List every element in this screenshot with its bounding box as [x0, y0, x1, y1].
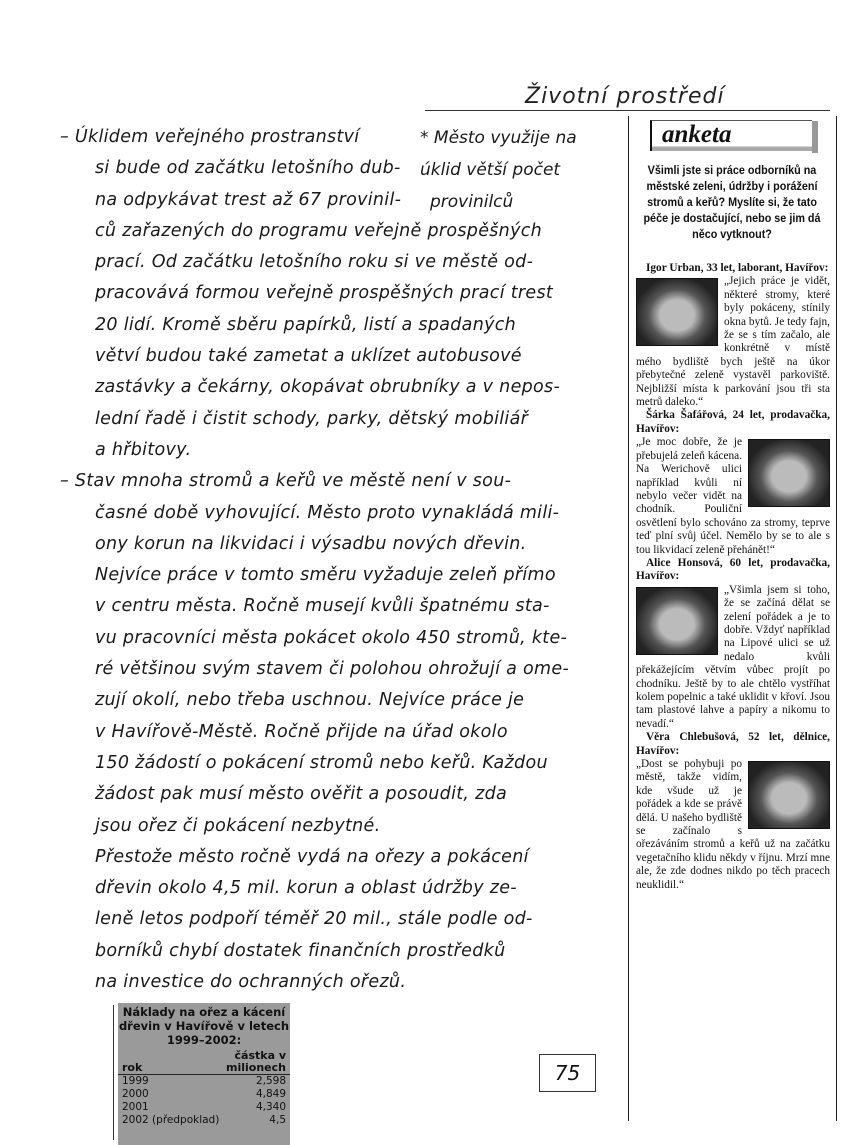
handwritten-line: časné době vyhovující. Město proto vynakládá mili-: [95, 502, 560, 523]
handwritten-line: na odpykávat trest až 67 provinil-: [95, 189, 402, 210]
amount: 2,598: [255, 1075, 286, 1087]
respondent-answer: „Je moc dobře, že je přebujelá zeleň kácena. Na Werichově ulici například kvůli ní nebylo večer vidět na chodník. Pouliční osvětlení bylo schováno za stromy, teprve teď plní svůj účel. Nemělo by se to ale s tou likvidací zeleně přehánět!“: [636, 436, 830, 556]
handwritten-line: ců zařazených do programu veřejně prospěšných: [95, 220, 543, 241]
respondent-answer: „Jejich práce je vidět, některé stromy, které byly pokáceny, stínily okna bytů. Je tedy fajn, že se s tím začalo, ale konkrétně v místě mého bydliště bych ještě na úkor přebytečné zeleně vystavěl parkoviště. Nejbližší místa k parkování jsou tři sta metrů daleko.“: [636, 275, 830, 409]
table-row: [118, 1114, 290, 1127]
respondent-name: Igor Urban, 33 let, laborant, Havířov:: [646, 262, 829, 274]
handwritten-line: dřevin okolo 4,5 mil. korun a oblast údržby ze-: [95, 878, 517, 899]
respondent-answer: „Dost se pohybuji po městě, takže vidím, kde všude už je pořádek a kde se právě dělá. U našeho bydliště se začínalo s ořezáváním stromů a keřů už na začátku vegetačního klidu někdy v říjnu. Mrzí mne ale, že zde dodnes nikdo po těch pracech neuklidil.“: [636, 758, 830, 891]
handwritten-line: vu pracovníci města pokácet okolo 450 stromů, kte-: [95, 627, 568, 648]
year: 2001: [122, 1101, 149, 1113]
handwritten-line: v centru města. Ročně musejí kvůli špatnému sta-: [95, 596, 550, 617]
table-row: [118, 1088, 290, 1101]
anketa-title: anketa: [650, 120, 812, 151]
respondent-name: Šárka Šafářová, 24 let, prodavačka, Havířov:: [636, 409, 830, 435]
header-rule: [425, 110, 830, 111]
handwritten-line: 20 lidí. Kromě sběru papírků, listí a spadaných: [95, 314, 517, 335]
year: 2000: [122, 1088, 149, 1100]
note-line: * Město využije na: [420, 128, 577, 148]
year: 2002 (předpoklad): [122, 1114, 220, 1126]
table-row: [118, 1075, 290, 1088]
respondent-photo: [636, 278, 718, 346]
handwritten-line: a hřbitovy.: [95, 439, 192, 460]
handwritten-line: žádost pak musí město ověřit a posoudit, zda: [95, 784, 508, 805]
handwritten-line: ony korun na likvidaci i výsadbu nových dřevin.: [95, 533, 527, 554]
respondent-name: Alice Honsová, 60 let, prodavačka, Havířov:: [636, 556, 830, 583]
handwritten-line: v Havířově-Městě. Ročně přijde na úřad okolo: [95, 721, 508, 742]
handwritten-line: na investice do ochranných ořezů.: [95, 972, 407, 993]
anketa-question: Všimli jste si práce odborníků na městské zeleni, údržby i porážení stromů a keřů? Myslíte si, že tato péče je dostačující, nebo se jim dá něco vytknout?: [643, 163, 821, 241]
handwritten-line: ré většinou svým stavem či polohou ohrožují a ome-: [95, 659, 570, 680]
year: 1999: [122, 1075, 149, 1087]
handwritten-line: leně letos podpoří téměř 20 mil., stále podle od-: [95, 909, 533, 930]
handwritten-line: prací. Od začátku letošního roku si ve městě od-: [95, 252, 534, 273]
page-number: 75: [539, 1054, 596, 1092]
handwritten-line: lední řadě i čistit schody, parky, dětský mobiliář: [95, 408, 529, 429]
handwritten-line: borníků chybí dostatek finančních prostředků: [95, 940, 506, 961]
handwritten-line: si bude od začátku letošního dub-: [95, 158, 401, 179]
handwritten-line: větví budou také zametat a uklízet autobusové: [95, 346, 522, 367]
amount: 4,340: [255, 1101, 286, 1113]
respondent-photo: [748, 439, 830, 507]
amount: 4,849: [255, 1088, 286, 1100]
note-line: úklid větší počet: [420, 160, 561, 180]
amount: 4,5: [269, 1114, 286, 1126]
handwritten-line: zastávky a čekárny, okopávat obrubníky a v nepos-: [95, 377, 561, 398]
handwritten-line: pracovává formou veřejně prospěšných prací trest: [95, 283, 554, 304]
note-line: provinilců: [430, 192, 514, 212]
respondent-photo: [748, 761, 830, 829]
cost-table-header: [118, 1047, 290, 1075]
handwritten-line: – Stav mnoha stromů a keřů ve městě není v sou-: [60, 471, 512, 492]
anketa-responses: [636, 262, 830, 892]
handwritten-line: 150 žádostí o pokácení stromů nebo keřů. Každou: [95, 752, 548, 773]
cost-table: [118, 1003, 290, 1145]
cost-table-title: Náklady na ořez a kácení dřevin v Havířově v letech 1999–2002:: [118, 1005, 290, 1047]
respondent-answer: „Všimla jsem si toho, že se začíná dělat se zelení pořádek a je to dobře. Vždyť například na Lipové ulici se už nedalo kvůli překážejícím větvím vůbec projít po chodníku. Ještě by to ale chtělo vystříhat kolem popelnic a také uklidit v křoví. Jsou tam plastové lahve a papíry a nikomu to nevadí.“: [636, 583, 830, 730]
handwritten-line: – Úklidem veřejného prostranství: [60, 127, 360, 147]
respondent-photo: [636, 587, 718, 655]
table-margin-rule: [113, 1005, 114, 1140]
respondent-name: Věra Chlebušová, 52 let, dělnice, Havířov:: [636, 731, 830, 757]
col-amount: částka v milionech: [226, 1049, 286, 1074]
table-row: [118, 1101, 290, 1114]
handwritten-line: Nejvíce práce v tomto směru vyžaduje zeleň přímo: [95, 565, 556, 586]
handwritten-text: [60, 122, 620, 998]
col-year: rok: [122, 1061, 143, 1074]
handwritten-line: jsou ořez či pokácení nezbytné.: [95, 815, 381, 836]
section-title: Životní prostředí: [525, 84, 725, 109]
handwritten-line: Přestože město ročně vydá na ořezy a pokácení: [95, 846, 529, 867]
handwritten-line: zují okolí, nebo třeba uschnou. Nejvíce práce je: [95, 690, 525, 711]
handwritten-note: [420, 122, 577, 218]
